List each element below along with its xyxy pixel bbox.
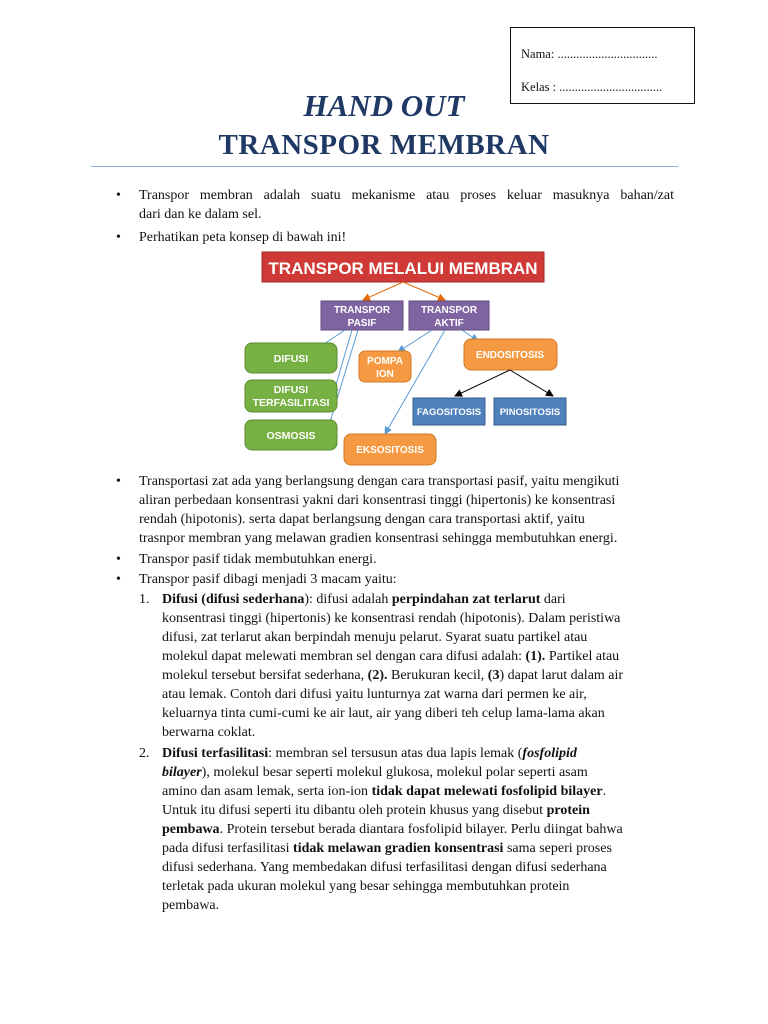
arrow-title-to-pasif	[363, 282, 403, 300]
item2-line5: pembawa. Protein tersebut berada diantara fosfolipid bilayer. Perlu diingat bahwa	[162, 822, 623, 837]
item1-line7: keluarnya tinta cumi-cumi ke air laut, air yang diberi teh celup lama-lama akan	[162, 706, 605, 721]
item2-line9: pembawa.	[162, 898, 220, 913]
item1-line8: berwarna coklat.	[162, 725, 256, 740]
item2-line3: amino dan asam lemak, serta ion-ion tidak dapat melewati fosfolipid bilayer.	[162, 784, 607, 799]
transpor-pasif-label-1: TRANSPOR	[333, 305, 391, 316]
arrow-aktif-to-pompa-ion	[398, 330, 432, 352]
b5-text: Transpor pasif dibagi menjadi 3 macam yaitu:	[139, 572, 397, 587]
eksositosis-label: EKSOSITOSIS	[356, 445, 424, 456]
b4-text: Transpor pasif tidak membutuhkan energi.	[139, 552, 377, 567]
item2-line4: Untuk itu difusi seperti itu dibantu oleh protein khusus yang disebut protein	[162, 803, 590, 818]
diagram-title: TRANSPOR MELALUI MEMBRAN	[268, 259, 538, 278]
intro-bullet1-line1: Transpor membran adalah suatu mekanisme atau proses keluar masuknya bahan/zat	[139, 188, 674, 203]
bullet-icon: •	[116, 552, 121, 567]
arrow-endositosis-to-fagositosis	[455, 370, 510, 396]
item2-line7: difusi sederhana. Yang membedakan difusi terfasilitasi dengan difusi sederhana	[162, 860, 607, 875]
b3-line3: rendah (hipotonis). serta dapat berlangsung dengan cara transportasi aktif, yaitu	[139, 512, 585, 527]
item1-line3: difusi, zat terlarut akan berpindah menuju pelarut. Syarat suatu partikel atau	[162, 630, 588, 645]
nama-field: Nama: ................................	[521, 47, 658, 61]
bullet-icon: •	[116, 572, 121, 587]
item2-line6: pada difusi terfasilitasi tidak melawan gradien konsentrasi sama seperi proses	[162, 841, 612, 856]
item2-term: Difusi terfasilitasi	[162, 746, 269, 761]
item1-line5: molekul tersebut bersifat sederhana, (2). Berukuran kecil, (3) dapat larut dalam air	[162, 668, 624, 683]
item1-term: Difusi (difusi sederhana	[162, 592, 305, 607]
difusi-label: DIFUSI	[273, 353, 309, 365]
transpor-aktif-label-2: AKTIF	[434, 318, 464, 329]
item1-line1: Difusi (difusi sederhana): difusi adalah perpindahan zat terlarut dari	[162, 592, 566, 607]
bullet-icon: •	[116, 188, 121, 203]
item1-line6: atau lemak. Contoh dari difusi yaitu lunturnya zat warna dari permen ke air,	[162, 687, 587, 702]
transpor-pasif-label-2: PASIF	[347, 318, 377, 329]
endositosis-label: ENDOSITOSIS	[475, 350, 545, 361]
b3-line1: Transportasi zat ada yang berlangsung dengan cara transportasi pasif, yaitu mengikuti	[139, 474, 620, 489]
kelas-field: Kelas : .................................	[521, 80, 663, 94]
title-hand-out: HAND OUT	[303, 88, 465, 123]
b3-line4: trasnpor membran yang melawan gradien konsentrasi sehingga membutuhkan energi.	[139, 531, 618, 546]
intro-bullet2: Perhatikan peta konsep di bawah ini!	[139, 230, 347, 245]
pompa-ion-label-2: ION	[376, 369, 394, 380]
item2-number: 2.	[139, 746, 150, 761]
transpor-aktif-label-1: TRANSPOR	[420, 305, 478, 316]
item2-line8: terletak pada ukuran molekul yang besar sehingga membutuhkan protein	[162, 879, 570, 894]
intro-bullet1-line2: dari dan ke dalam sel.	[139, 207, 262, 222]
item1-number: 1.	[139, 592, 150, 607]
bullet-icon: •	[116, 230, 121, 245]
arrow-title-to-aktif	[403, 282, 445, 300]
item2-line2: bilayer), molekul besar seperti molekul glukosa, molekul polar seperti asam	[162, 765, 588, 780]
item2-line1: Difusi terfasilitasi: membran sel tersusun atas dua lapis lemak (fosfolipid	[162, 746, 577, 761]
arrow-endositosis-to-pinositosis	[510, 370, 553, 396]
osmosis-label: OSMOSIS	[266, 430, 316, 442]
b3-line2: aliran perbedaan konsentrasi yakni dari konsentrasi tinggi (hipertonis) ke konsentrasi	[139, 493, 616, 508]
pompa-ion-label-1: POMPA	[367, 356, 403, 367]
pinositosis-label: PINOSITOSIS	[499, 407, 561, 418]
bullet-icon: •	[116, 474, 121, 489]
item1-line4: molekul dapat melewati membran sel dengan cara difusi adalah: (1). Partikel atau	[162, 649, 620, 664]
title-transpor-membran: TRANSPOR MEMBRAN	[218, 129, 550, 161]
item1-line2: konsentrasi tinggi (hipertonis) ke konsentrasi rendah (hipotonis). Dalam peristiwa	[162, 611, 621, 626]
difusi-terfasilitasi-label-1: DIFUSI	[273, 384, 309, 396]
difusi-terfasilitasi-label-2: TERFASILITASI	[252, 397, 330, 409]
concept-map-diagram	[0, 0, 768, 470]
fagositosis-label: FAGOSITOSIS	[416, 407, 482, 418]
